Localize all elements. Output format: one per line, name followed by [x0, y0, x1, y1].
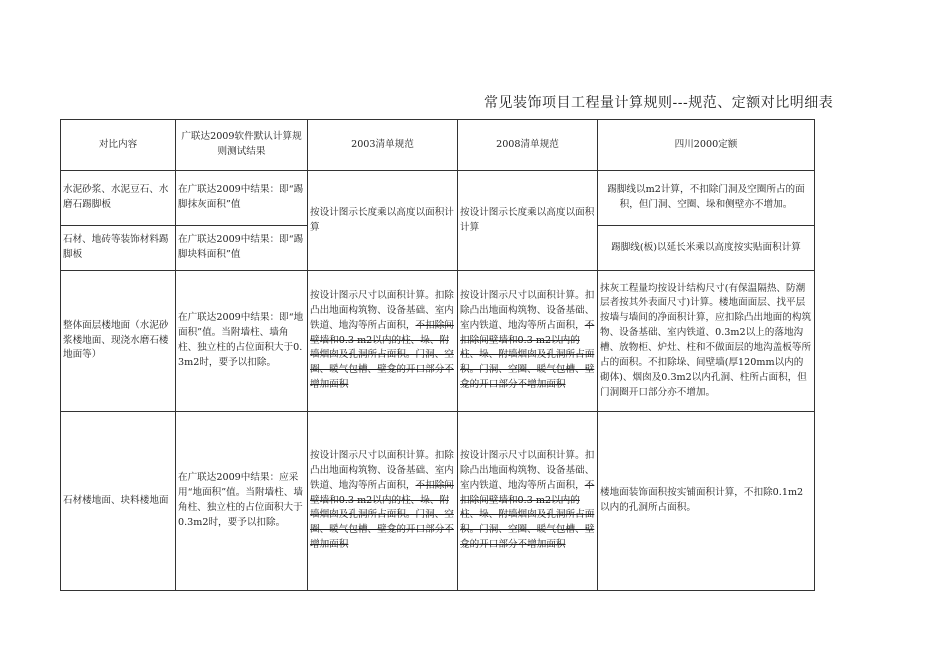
- rule-text: 按设计图示尺寸以面积计算。扣除凸出地面构筑物、设备基础、室内铁道、地沟等所占面积，: [460, 289, 595, 331]
- table-row: [61, 412, 815, 591]
- cell-2000: 抹灰工程量均按设计结构尺寸(有保温隔热、防潮层者按其外表面尺寸)计算。楼地面面层、找平层按墙与墙间的净面积计算，应扣除凸出地面的构筑物、设备基础、室内铁道、0.3m2以上的落地沟槽、放物柜、炉灶、柱和不做面层的地沟盖板等所占的面积。不扣除垛、间壁墙(厚120mm以内的砌体)、烟囱及0.3m2以内孔洞、柱所占面积，但门洞圈开口部分亦不增加。: [598, 271, 815, 412]
- cell-software: 在广联达2009中结果：即“踢脚块料面积”值: [176, 226, 308, 271]
- table-header-row: [61, 120, 815, 171]
- cell-2008: [458, 412, 598, 591]
- header-content: 对比内容: [61, 120, 176, 171]
- cell-2003: [308, 412, 458, 591]
- cell-2008: 按设计图示长度乘以高度以面积计算: [458, 171, 598, 271]
- rule-text: 按设计图示尺寸以面积计算。扣除凸出地面构筑物、设备基础、室内铁道、地沟等所占面积，: [460, 449, 595, 491]
- cell-2000: 踢脚线(板)以延长米乘以高度按实贴面积计算: [598, 226, 815, 271]
- rule-text: 按设计图示尺寸以面积计算。扣除凸出地面构筑物、设备基础、室内铁道、地沟等所占面积，: [310, 289, 454, 331]
- struck-rule-text: 不扣除间壁墙和0.3 m2以内的柱、垛、附墙烟囱及孔洞所占面积。门洞、空圈、暖气包槽、壁龛的开口部分不增加面积: [310, 479, 454, 551]
- header-2000: 四川2000定额: [598, 120, 815, 171]
- cell-content: 石材楼地面、块料楼地面: [61, 412, 176, 591]
- cell-2003: 按设计图示长度乘以高度以面积计算: [308, 171, 458, 271]
- cell-2003: [308, 271, 458, 412]
- table-row: [61, 171, 815, 226]
- cell-content: 水泥砂浆、水泥豆石、水磨石踢脚板: [61, 171, 176, 226]
- cell-2008: [458, 271, 598, 412]
- table-row: [61, 271, 815, 412]
- header-software: 广联达2009软件默认计算规则测试结果: [176, 120, 308, 171]
- rule-text: 按设计图示尺寸以面积计算。扣除凸出地面构筑物、设备基础、室内铁道、地沟等所占面积，: [310, 449, 454, 491]
- header-2003: 2003清单规范: [308, 120, 458, 171]
- cell-2000: 楼地面装饰面积按实铺面积计算，不扣除0.1m2以内的孔洞所占面积。: [598, 412, 815, 591]
- struck-rule-text: 不扣除间壁墙和0.3 m2以内的柱、垛、附墙烟囱及孔洞所占面积。门洞、空圈、暖气包槽、壁龛的开口部分不增加面积: [460, 319, 595, 391]
- struck-rule-text: 不扣除间壁墙和0.3 m2以内的柱、垛、附墙烟囱及孔洞所占面积。门洞、空圈、暖气包槽、壁龛的开口部分不增加面积: [310, 319, 454, 391]
- comparison-table: [60, 119, 815, 591]
- cell-software: 在广联达2009中结果：应采用“地面积”值。当附墙柱、墙角柱、独立柱的占位面积大于0.3m2时，要予以扣除。: [176, 412, 308, 591]
- cell-2000: 踢脚线以m2计算，不扣除门洞及空圈所占的面积，但门洞、空圈、垛和侧壁亦不增加。: [598, 171, 815, 226]
- header-2008: 2008清单规范: [458, 120, 598, 171]
- struck-rule-text: 不扣除间壁墙和0.3 m2以内的柱、垛、附墙烟囱及孔洞所占面积。门洞、空圈、暖气包槽、壁龛的开口部分不增加面积: [460, 479, 595, 551]
- cell-content: 石材、地砖等装饰材料踢脚板: [61, 226, 176, 271]
- cell-content: 整体面层楼地面（水泥砂浆楼地面、现浇水磨石楼地面等）: [61, 271, 176, 412]
- page-title: 常见装饰项目工程量计算规则---规范、定额对比明细表: [484, 95, 834, 111]
- cell-software: 在广联达2009中结果：即“地面积”值。当附墙柱、墙角柱、独立柱的占位面积大于0.3m2时，要予以扣除。: [176, 271, 308, 412]
- cell-software: 在广联达2009中结果：即“踢脚抹灰面积”值: [176, 171, 308, 226]
